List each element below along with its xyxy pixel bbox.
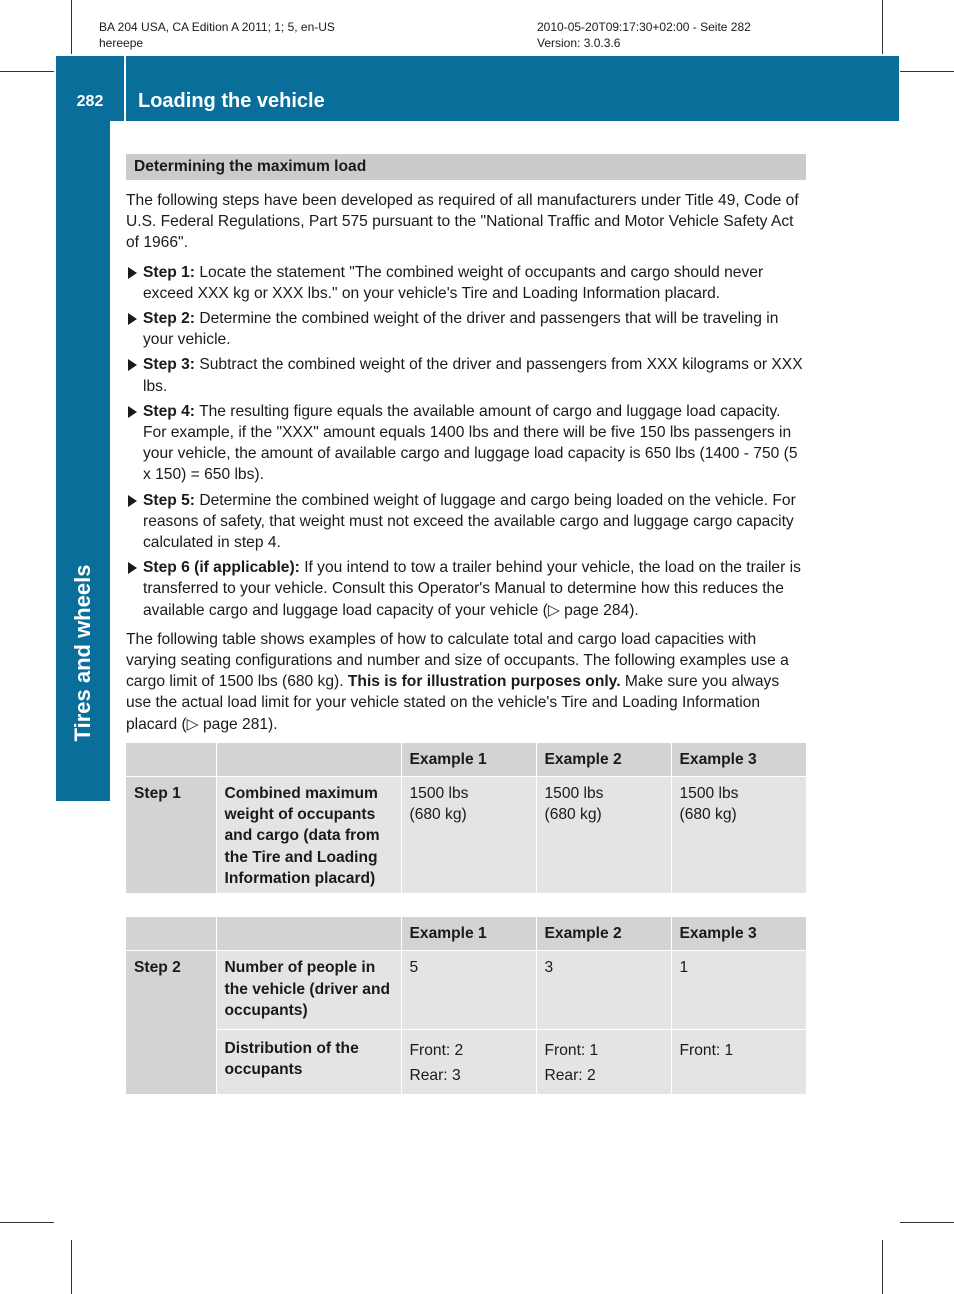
value-line: (680 kg) (409, 806, 467, 824)
crop-mark (900, 1222, 954, 1223)
arrow-icon (128, 495, 137, 507)
step-label: Step 2: (143, 310, 195, 328)
step-cell: Step 2 (126, 951, 216, 1094)
section-heading: Determining the maximum load (126, 154, 806, 180)
value-line: 1500 lbs (544, 785, 604, 803)
outro-text: The following table shows examples of how to calculate total and cargo load capacities with varying seating configurations and number and size of occupants. The following examples use a cargo limit of 1500 lbs (680 kg). (126, 630, 789, 691)
value-line: Rear: 2 (544, 1066, 596, 1084)
load-table-step1 (126, 743, 806, 893)
list-item (126, 557, 806, 621)
header-divider (124, 56, 126, 121)
table-header-cell: Example 1 (401, 743, 536, 777)
intro-paragraph: The following steps have been developed as required of all manufacturers under Title 49, Code of U.S. Federal Regulations, Part 575 pursuant to the "National Traffic and Motor Vehicle Safety Act of 1966". (126, 192, 799, 252)
table-header-cell: Example 1 (401, 917, 536, 951)
step-text: Determine the combined weight of luggage and cargo being loaded on the vehicle. For reasons of safety, that weight must not exceed the available cargo and luggage cargo capacity calculated in step 4. (143, 491, 796, 552)
crop-mark (0, 71, 54, 72)
arrow-icon (128, 359, 137, 371)
table-header-cell: Example 2 (536, 917, 671, 951)
step-text: If you intend to tow a trailer behind your vehicle, the load on the trailer is transferred to your vehicle. Consult this Operator's Manual to determine how this reduces the available cargo and luggage load capacity of your vehicle (▷ page 284). (143, 559, 801, 619)
value-line: Front: 2 (409, 1041, 464, 1059)
step-cell: Step 1 (126, 777, 216, 894)
value-cell: 5 (401, 951, 536, 1030)
step-text: Locate the statement "The combined weight of occupants and cargo should never exceed XXX kg or XXX lbs." on your vehicle's Tire and Loading Information placard. (143, 263, 764, 302)
table-header-cell: Example 3 (671, 917, 806, 951)
meta-version: Version: 3.0.3.6 (537, 36, 621, 50)
table-header-cell: Example 3 (671, 743, 806, 777)
value-line: 1500 lbs (679, 785, 739, 803)
table-header-cell (126, 743, 216, 777)
step-label: Step 3: (143, 356, 195, 374)
table-row (126, 951, 806, 1030)
list-item (126, 308, 806, 350)
value-line: (680 kg) (544, 806, 602, 824)
print-meta-left (99, 19, 335, 51)
load-table-step2 (126, 917, 806, 1094)
step-text: Determine the combined weight of the driver and passengers that will be traveling in your vehicle. (143, 310, 779, 349)
outro-text-end: Make sure you always use the actual load limit for your vehicle stated on the vehicle's Tire and Loading Information placard (▷ page 281). (126, 673, 780, 733)
value-line: 1500 lbs (409, 785, 469, 803)
table-row (126, 1029, 806, 1094)
table-header-cell: Example 2 (536, 743, 671, 777)
crop-mark (71, 0, 72, 54)
value-cell: 1 (671, 951, 806, 1030)
table-header-cell (216, 743, 401, 777)
side-tab-label: Tires and wheels (70, 564, 95, 742)
description-cell: Distribution of the occupants (216, 1029, 401, 1094)
print-meta-right (537, 19, 751, 51)
value-line: Rear: 3 (409, 1066, 461, 1084)
step-text: The resulting figure equals the available amount of cargo and luggage load capacity. For example, if the "XXX" amount equals 1400 lbs and there will be five 150 lbs passengers in your vehicle, the amount of available cargo and luggage load capacity is 650 lbs (1400 - 750 (5 x 150) = 650 lbs). (143, 402, 798, 484)
value-cell (671, 777, 806, 894)
step-list (126, 262, 806, 621)
outro-emphasis: This is for illustration purposes only. (347, 673, 621, 691)
arrow-icon (128, 313, 137, 325)
meta-author: hereepe (99, 36, 144, 50)
step-label: Step 1: (143, 263, 195, 281)
list-item (126, 490, 806, 554)
crop-mark (0, 1222, 54, 1223)
crop-mark (71, 1240, 72, 1294)
main-content (126, 154, 806, 1094)
table-header-row (126, 743, 806, 777)
value-cell: 3 (536, 951, 671, 1030)
value-cell (671, 1029, 806, 1094)
arrow-icon (128, 562, 137, 574)
value-cell (536, 1029, 671, 1094)
arrow-icon (128, 267, 137, 279)
value-line: Front: 1 (544, 1041, 599, 1059)
table-header-cell (216, 917, 401, 951)
value-line: Front: 1 (679, 1041, 734, 1059)
step-label: Step 4: (143, 402, 195, 420)
step-label: Step 5: (143, 491, 195, 509)
arrow-icon (128, 406, 137, 418)
table-row (126, 777, 806, 894)
value-cell (536, 777, 671, 894)
list-item (126, 354, 806, 396)
table-header-cell (126, 917, 216, 951)
meta-edition: BA 204 USA, CA Edition A 2011; 1; 5, en-US (99, 20, 335, 34)
table-intro-paragraph (126, 629, 806, 735)
step-label: Step 6 (if applicable): (143, 559, 300, 577)
chapter-title: Loading the vehicle (138, 90, 325, 112)
crop-mark (882, 0, 883, 54)
description-cell: Combined maximum weight of occupants and cargo (data from the Tire and Loading Information placard) (216, 777, 401, 894)
page-number: 282 (76, 93, 104, 110)
table-header-row (126, 917, 806, 951)
value-cell (401, 777, 536, 894)
value-cell (401, 1029, 536, 1094)
value-line: (680 kg) (679, 806, 737, 824)
meta-timestamp: 2010-05-20T09:17:30+02:00 - Seite 282 (537, 20, 751, 34)
step-text: Subtract the combined weight of the driver and passengers from XXX kilograms or XXX lbs. (143, 356, 803, 395)
description-cell: Number of people in the vehicle (driver and occupants) (216, 951, 401, 1030)
crop-mark (882, 1240, 883, 1294)
crop-mark (900, 71, 954, 72)
list-item (126, 262, 806, 304)
list-item (126, 401, 806, 486)
